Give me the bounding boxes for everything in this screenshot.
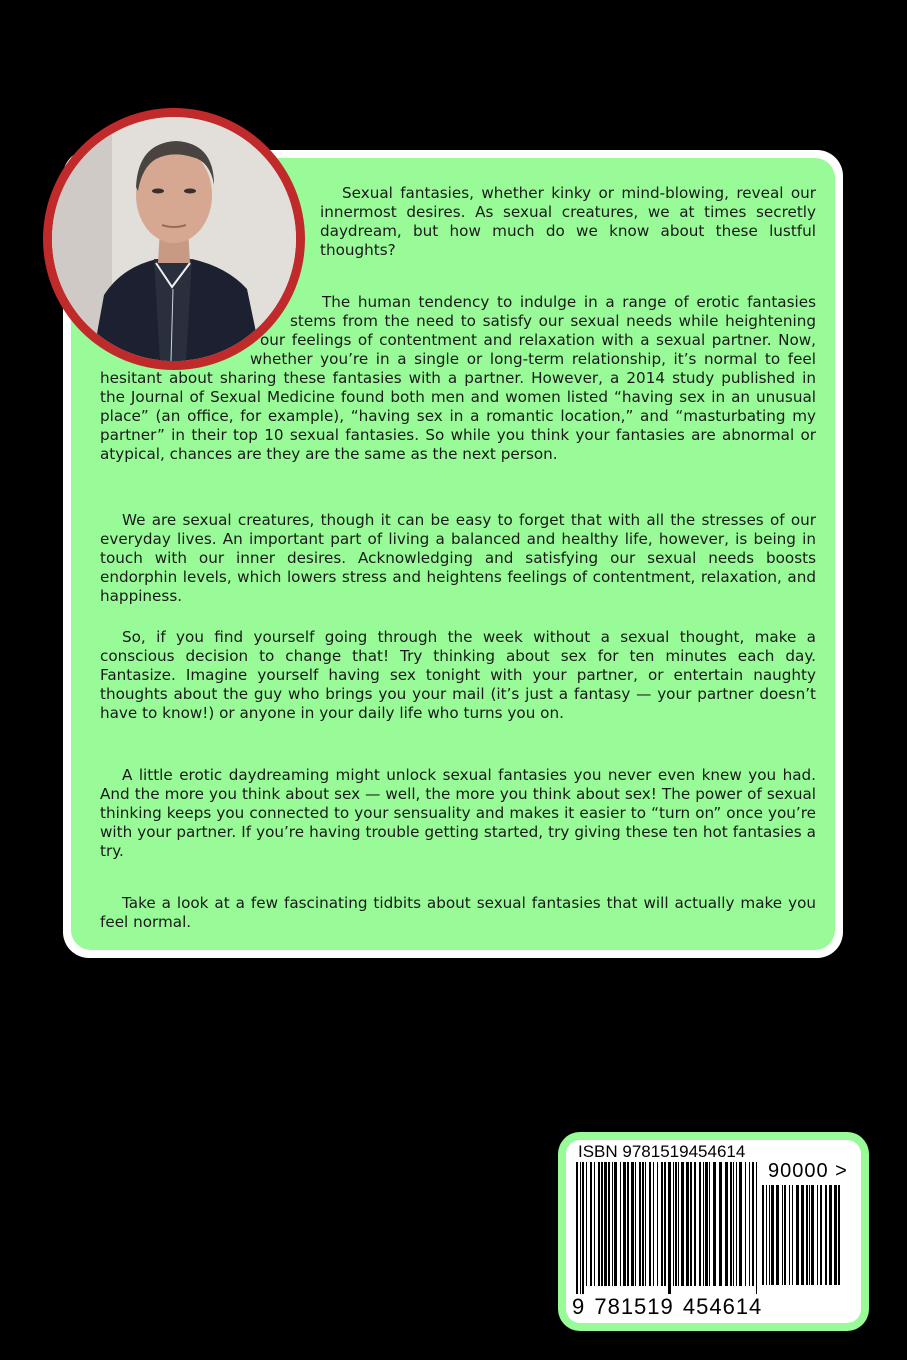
barcode-bar bbox=[771, 1185, 774, 1285]
barcode-bar bbox=[776, 1185, 779, 1285]
barcode-bar bbox=[752, 1162, 754, 1286]
barcode-bar bbox=[681, 1162, 684, 1286]
barcode-bar bbox=[594, 1162, 595, 1286]
isbn-barcode bbox=[576, 1162, 760, 1294]
barcode-bar bbox=[749, 1162, 750, 1286]
barcode-bar bbox=[694, 1162, 696, 1286]
barcode-bar bbox=[661, 1162, 663, 1286]
barcode-bar bbox=[582, 1162, 584, 1294]
barcode-bar bbox=[825, 1185, 827, 1285]
barcode-bar bbox=[817, 1185, 818, 1285]
barcode-bar bbox=[719, 1162, 722, 1286]
barcode-bar bbox=[580, 1162, 581, 1294]
barcode-bar bbox=[811, 1185, 814, 1285]
barcode-bar bbox=[620, 1162, 621, 1286]
barcode-bar bbox=[635, 1162, 636, 1286]
barcode-bar bbox=[838, 1185, 840, 1285]
barcode-bar bbox=[657, 1162, 658, 1286]
barcode-bar bbox=[690, 1162, 692, 1286]
barcode-bar bbox=[733, 1162, 734, 1286]
barcode-bar bbox=[653, 1162, 654, 1286]
barcode-bar bbox=[598, 1162, 600, 1286]
barcode-bar bbox=[645, 1162, 646, 1286]
barcode-bar bbox=[789, 1185, 790, 1285]
barcode-digits: 9 781519 454614 bbox=[572, 1294, 763, 1319]
barcode-bar bbox=[614, 1162, 617, 1286]
barcode-bar bbox=[713, 1162, 716, 1286]
barcode-bar bbox=[675, 1162, 677, 1286]
price-barcode bbox=[762, 1185, 844, 1317]
paragraph-2-text: The human tendency to indulge in a range of erotic fantasies stems from the need to satisfy our sexual needs while heightening our feelings of contentment and relaxation with a sexual partner. Now, whether you’re in a single or long-term relationship, it’s normal to feel hesitant about sharing these fantasies with a partner. However, a 2014 study published in the Journal of Sexual Medicine found both men and women listed “having sex in an unusual place” (an office, for example), “having sex in a romantic location,” and “masturbating my partner” in their top 10 sexual fantasies. So while you think your fantasies are abnormal or atypical, chances are they are the same as the next person. bbox=[100, 293, 816, 463]
paragraph-4: So, if you find yourself going through the week without a sexual thought, make a conscious decision to change that! Try thinking about sex for ten minutes each day. Fantasize. Imagine yourself having sex tonight with your partner, or entertain naughty thoughts about the guy who brings you your mail (it’s just a fantasy — your partner doesn’t have to know!) or anyone in your daily life who turns you on. bbox=[100, 628, 816, 722]
barcode-bar bbox=[678, 1162, 679, 1286]
paragraph-5: A little erotic daydreaming might unlock sexual fantasies you never even knew you had. And the more you think about sex — well, the more you think about sex! The power of sexual thinking keeps you connected to your sensuality and makes it easier to “turn on” once you’re with your partner. If you’re having trouble getting started, try giving these ten hot fantasies a try. bbox=[100, 766, 816, 860]
barcode-bar bbox=[631, 1162, 634, 1286]
barcode-bar bbox=[601, 1162, 603, 1286]
author-photo-frame bbox=[43, 108, 305, 370]
author-photo bbox=[52, 117, 296, 361]
barcode-bar bbox=[608, 1162, 610, 1286]
author-portrait-image bbox=[52, 117, 296, 361]
barcode-bar bbox=[784, 1185, 786, 1285]
barcode-bar bbox=[668, 1162, 671, 1294]
barcode-bar bbox=[664, 1162, 666, 1286]
barcode-bar bbox=[806, 1185, 808, 1285]
barcode-bar bbox=[796, 1185, 799, 1285]
barcode-bar bbox=[642, 1162, 644, 1286]
barcode-bar bbox=[649, 1162, 651, 1286]
barcode-bar bbox=[834, 1185, 837, 1285]
barcode-bar bbox=[705, 1162, 708, 1286]
barcode-bar bbox=[730, 1162, 732, 1286]
barcode-bar bbox=[623, 1162, 626, 1286]
barcode-bar bbox=[627, 1162, 629, 1286]
barcode-bar bbox=[673, 1162, 674, 1286]
paragraph-6: Take a look at a few fascinating tidbits about sexual fantasies that will actually make you feel normal. bbox=[100, 894, 816, 931]
paragraph-1: Sexual fantasies, whether kinky or mind-blowing, reveal our innermost desires. As sexual creatures, we at times secretly daydream, but how much do we know about these lustful thoughts? bbox=[320, 184, 816, 259]
barcode-box bbox=[558, 1132, 869, 1331]
barcode-bar bbox=[686, 1162, 689, 1286]
barcode-bar bbox=[639, 1162, 641, 1286]
barcode-bar bbox=[820, 1185, 822, 1285]
barcode-bar bbox=[612, 1162, 613, 1286]
paragraph-3: We are sexual creatures, though it can be easy to forget that with all the stresses of our everyday lives. An important part of living a balanced and healthy life, however, is being in touch with our inner desires. Acknowledging and satisfying our sexual needs boosts endorphin levels, which lowers stress and heightens feelings of contentment, relaxation, and happiness. bbox=[100, 511, 816, 605]
isbn-text: ISBN 9781519454614 bbox=[578, 1142, 746, 1161]
barcode-bar bbox=[699, 1162, 701, 1286]
barcode-label bbox=[566, 1140, 861, 1323]
barcode-bar bbox=[590, 1162, 592, 1286]
barcode-bar bbox=[792, 1185, 793, 1285]
barcode-bar bbox=[736, 1162, 737, 1286]
barcode-bar bbox=[766, 1185, 767, 1285]
barcode-bar bbox=[762, 1185, 764, 1285]
barcode-bar bbox=[769, 1185, 770, 1285]
barcode-bar bbox=[809, 1185, 810, 1285]
barcode-bar bbox=[703, 1162, 704, 1286]
barcode-bar bbox=[576, 1162, 578, 1294]
barcode-bar bbox=[829, 1185, 832, 1285]
barcode-bar bbox=[801, 1185, 804, 1285]
price-code: 90000 > bbox=[768, 1160, 848, 1182]
barcode-bar bbox=[586, 1162, 587, 1286]
barcode-bar bbox=[745, 1162, 746, 1286]
barcode-bar bbox=[739, 1162, 742, 1286]
barcode-bar bbox=[725, 1162, 728, 1286]
barcode-bar bbox=[782, 1185, 783, 1285]
barcode-bar bbox=[604, 1162, 607, 1286]
barcode-bar bbox=[756, 1162, 757, 1294]
barcode-bar bbox=[709, 1162, 710, 1286]
